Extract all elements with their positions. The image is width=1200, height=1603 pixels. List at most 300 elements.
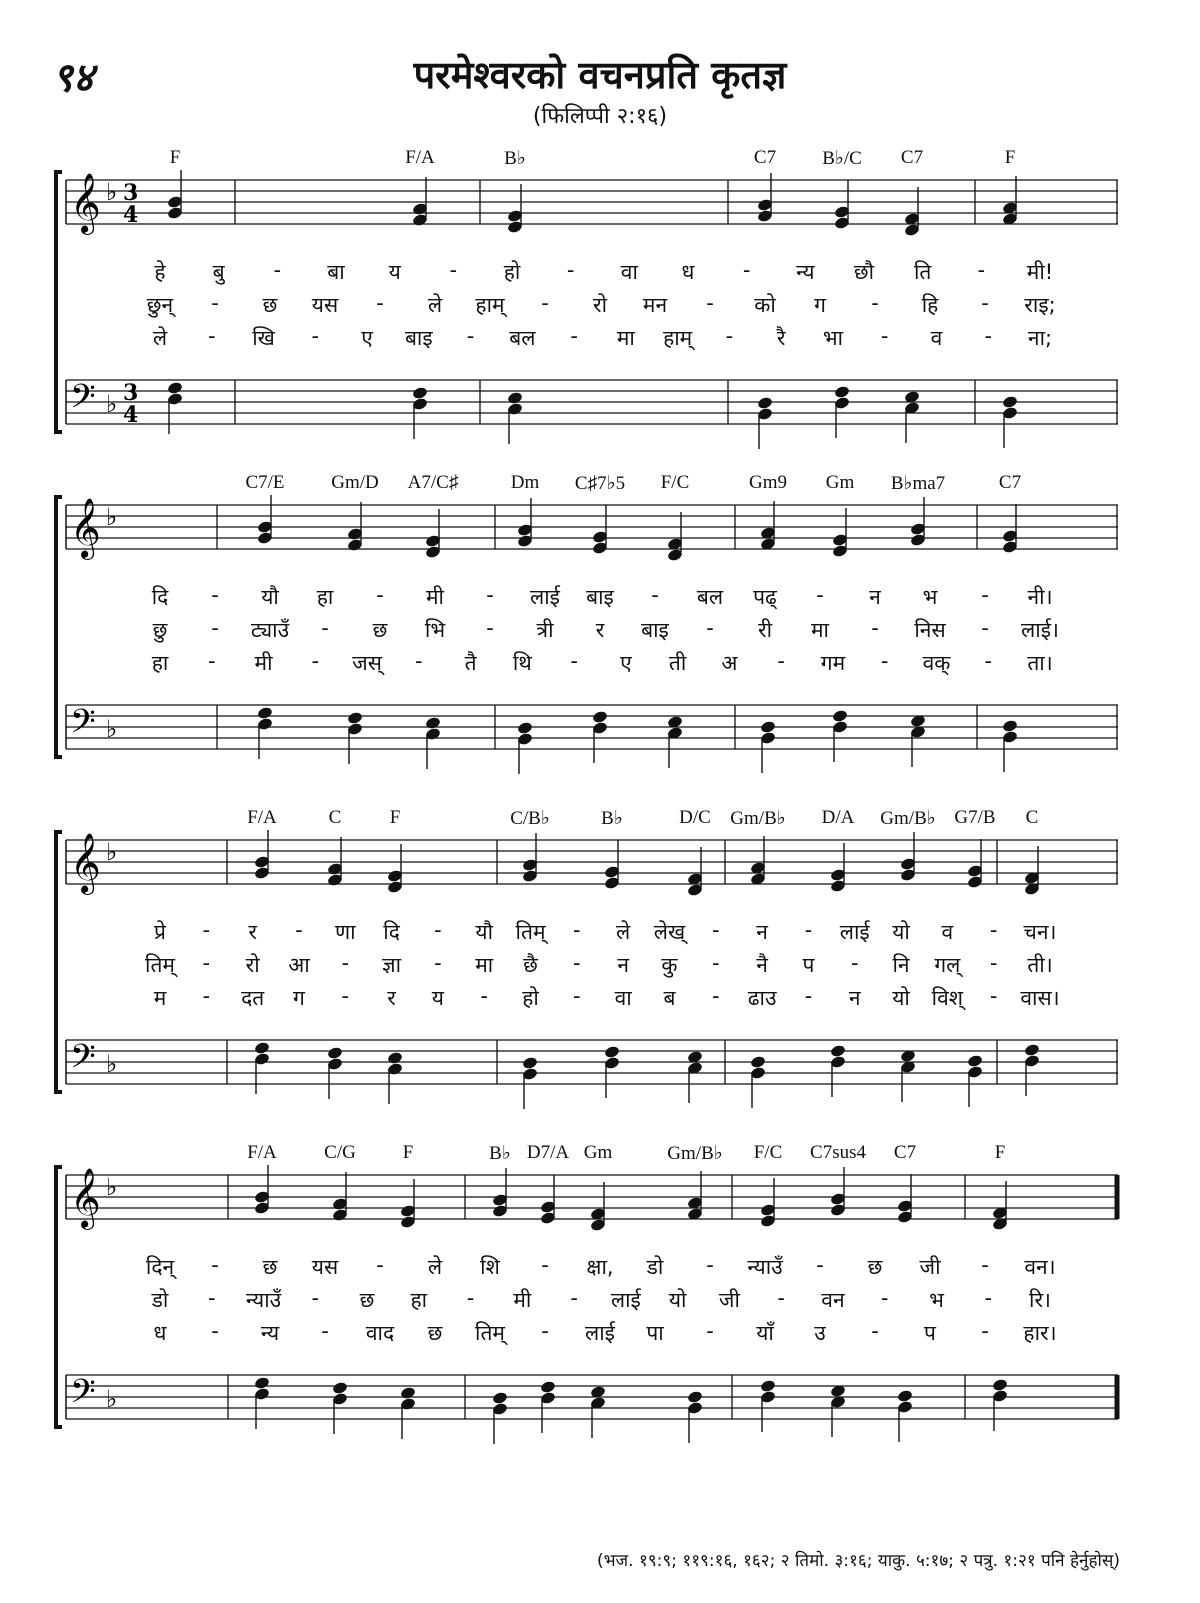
key-signature-flat: ♭ <box>106 178 118 206</box>
lyric-syllable: छ <box>867 1255 883 1279</box>
lyric-syllable: - <box>777 649 785 673</box>
chord-symbol: Gm9 <box>749 472 787 493</box>
lyric-syllable: णा <box>334 920 356 944</box>
lyric-syllable: लाई <box>839 920 870 944</box>
lyric-syllable: - <box>466 1286 475 1310</box>
chord-symbol: Gm/D <box>331 472 379 493</box>
lyric-syllable: ती <box>668 651 687 675</box>
notehead <box>592 710 609 724</box>
lyric-syllable: छ <box>262 1255 278 1279</box>
notehead <box>757 396 774 410</box>
lyric-syllable: छ <box>359 1288 375 1312</box>
chord-symbol: Gm/B♭ <box>730 808 786 829</box>
notehead <box>425 716 442 730</box>
lyric-syllable: हे <box>154 260 166 284</box>
lyric-syllable: यो <box>892 920 910 944</box>
lyric-syllable: छौ <box>853 260 875 284</box>
lyric-syllable: र <box>387 986 396 1010</box>
lyric-syllable: लाई <box>530 585 560 609</box>
lyric-syllable: - <box>449 258 458 282</box>
notehead <box>687 1390 704 1404</box>
lyric-syllable: हा <box>151 651 169 675</box>
lyric-syllable: ले <box>616 920 631 944</box>
lyric-syllable: यौ <box>475 920 494 944</box>
lyric-syllable: - <box>984 324 993 348</box>
lyric-syllable: यस <box>311 1255 339 1279</box>
lyric-syllable: - <box>573 951 581 975</box>
lyric-syllable: - <box>984 1286 993 1310</box>
lyric-syllable: य <box>388 260 401 284</box>
chord-symbol: Gm/B♭ <box>880 808 936 829</box>
lyric-syllable: - <box>880 649 889 673</box>
key-signature-flat: ♭ <box>106 503 118 531</box>
chord-symbol: C/B♭ <box>510 808 550 829</box>
lyric-syllable: दि <box>383 920 400 944</box>
notehead <box>327 1046 344 1060</box>
lyric-syllable: - <box>984 649 993 673</box>
lyric-syllable: - <box>486 616 494 640</box>
lyric-syllable: - <box>311 324 320 348</box>
notehead <box>967 1054 984 1068</box>
lyric-syllable: - <box>207 324 216 348</box>
notehead <box>540 1380 557 1394</box>
system-bracket <box>56 832 62 1092</box>
lyric-syllable: याँ <box>756 1321 774 1345</box>
lyric-syllable: वक् <box>922 651 951 675</box>
chord-symbol: A7/C♯ <box>407 472 459 493</box>
lyric-syllable: ता। <box>1027 651 1053 675</box>
chord-symbol: C7 <box>900 147 924 168</box>
treble-clef-icon: 𝄞 <box>70 1168 101 1228</box>
lyric-syllable: - <box>570 1286 578 1310</box>
system-bracket <box>56 497 62 757</box>
notehead <box>750 1055 767 1069</box>
lyric-syllable: न <box>617 953 629 977</box>
bass-clef-icon: 𝄢 <box>70 703 96 749</box>
lyric-syllable: डो <box>646 1255 664 1279</box>
lyric-syllable: - <box>566 258 575 282</box>
key-signature-flat: ♭ <box>106 715 118 743</box>
bass-clef-icon: 𝄢 <box>70 378 96 424</box>
notehead <box>257 706 274 720</box>
lyric-syllable: ग <box>293 986 305 1010</box>
lyric-syllable: व <box>930 326 943 350</box>
time-signature-numerator: 3 <box>123 380 139 406</box>
notehead <box>760 1379 777 1393</box>
lyric-syllable: र <box>595 618 605 642</box>
chord-symbol: B♭/C <box>822 148 862 169</box>
lyric-syllable: तै <box>464 651 477 675</box>
lyric-syllable: - <box>321 616 329 640</box>
chord-symbol: C7sus4 <box>810 1142 866 1163</box>
lyric-syllable: लाई <box>610 1288 641 1312</box>
system-bracket <box>56 172 62 432</box>
lyric-syllable: क्षा, <box>586 1255 614 1279</box>
lyric-syllable: - <box>202 951 211 975</box>
lyric-syllable: रै <box>776 326 786 350</box>
lyric-syllable: - <box>207 1286 216 1310</box>
lyric-syllable: - <box>880 324 889 348</box>
lyric-syllable: थि <box>512 651 532 675</box>
chord-symbol: F <box>1004 147 1016 168</box>
lyric-syllable: - <box>376 583 384 607</box>
lyric-syllable: मी! <box>1026 260 1054 284</box>
lyric-syllable: भ <box>922 585 938 609</box>
lyric-syllable: मन <box>642 293 668 317</box>
lyric-syllable: ग <box>814 293 826 317</box>
lyric-syllable: - <box>981 616 989 640</box>
lyric-syllable: विश् <box>931 986 964 1010</box>
lyric-syllable: - <box>376 291 384 315</box>
notehead <box>1002 395 1019 409</box>
chord-symbol: F <box>389 807 401 828</box>
lyric-syllable: - <box>981 1319 989 1343</box>
chord-symbol: C7 <box>753 147 777 168</box>
notehead <box>517 721 534 735</box>
lyric-syllable: दत <box>241 986 265 1010</box>
chord-symbol: C7/E <box>245 472 285 493</box>
notehead <box>332 1381 349 1395</box>
lyric-syllable: वा <box>614 986 632 1010</box>
lyric-syllable: यो <box>668 1288 687 1312</box>
notehead <box>604 1045 621 1059</box>
lyric-syllable: न <box>869 585 881 609</box>
notehead <box>992 1378 1009 1392</box>
chord-symbol: Dm <box>510 472 540 493</box>
lyric-syllable: ध <box>681 260 695 284</box>
hymn-title: परमेश्वरको वचनप्रति कृतज्ञ <box>413 52 787 97</box>
bass-clef-icon: 𝄢 <box>70 1373 96 1419</box>
lyric-syllable: अ <box>721 651 738 675</box>
chord-symbol: F <box>994 1142 1006 1163</box>
lyric-syllable: - <box>777 1286 785 1310</box>
chord-symbol: F <box>169 147 181 168</box>
time-signature-numerator: 3 <box>123 180 139 206</box>
lyric-syllable: तिम् <box>145 953 175 977</box>
lyric-syllable: पा <box>646 1321 664 1345</box>
lyric-syllable: - <box>651 583 659 607</box>
lyric-syllable: उ <box>814 1321 826 1345</box>
lyric-syllable: दिन् <box>145 1255 175 1279</box>
lyric-syllable: निस <box>914 618 946 642</box>
lyric-syllable: तिम् <box>475 1321 505 1345</box>
lyric-syllable: - <box>541 1253 549 1277</box>
lyric-syllable: न्य <box>260 1321 280 1345</box>
lyric-syllable: - <box>311 1286 320 1310</box>
key-signature-flat: ♭ <box>106 1050 118 1078</box>
lyric-syllable: - <box>211 583 219 607</box>
time-signature-denominator: 4 <box>123 202 139 228</box>
chord-symbol: Gm <box>583 1142 613 1163</box>
chord-symbol: D/C <box>679 807 711 828</box>
lyric-syllable: - <box>711 918 720 942</box>
lyric-syllable: हाम् <box>475 293 505 317</box>
lyric-syllable: ति <box>913 260 932 284</box>
time-signature-denominator: 4 <box>123 402 139 428</box>
notehead <box>387 1051 404 1065</box>
lyric-syllable: - <box>202 984 211 1008</box>
lyric-syllable: भि <box>424 618 446 642</box>
lyric-syllable: - <box>706 1253 714 1277</box>
lyric-syllable: - <box>273 258 282 282</box>
lyric-syllable: प्रे <box>154 920 166 944</box>
lyric-syllable: - <box>711 951 720 975</box>
notehead <box>522 1056 539 1070</box>
lyric-syllable: वास। <box>1020 986 1060 1010</box>
lyric-syllable: मी <box>426 585 444 609</box>
lyric-syllable: व <box>941 920 954 944</box>
lyric-syllable: बाइ <box>641 618 669 642</box>
bass-clef-icon: 𝄢 <box>70 1038 96 1084</box>
lyric-syllable: प <box>802 953 815 977</box>
notehead <box>897 1389 914 1403</box>
lyric-syllable: रो <box>592 293 608 317</box>
lyric-syllable: वाद <box>365 1321 395 1345</box>
lyric-syllable: बल <box>509 326 536 350</box>
lyric-syllable: - <box>541 1319 549 1343</box>
lyric-syllable: ती। <box>1027 953 1053 977</box>
chord-symbol: B♭ <box>489 1143 511 1164</box>
chord-symbol: C♯7♭5 <box>574 473 626 494</box>
chord-symbol: D7/A <box>526 1142 570 1163</box>
lyric-syllable: लाई <box>585 1321 615 1345</box>
system-bracket <box>56 1167 62 1427</box>
lyric-syllable: - <box>989 918 998 942</box>
notehead <box>830 1044 847 1058</box>
key-signature-flat: ♭ <box>106 1385 118 1413</box>
lyric-syllable: - <box>977 258 986 282</box>
lyric-syllable: म <box>153 986 167 1010</box>
lyric-syllable: हार। <box>1023 1321 1057 1345</box>
treble-clef-icon: 𝄞 <box>70 498 101 558</box>
chord-symbol: C/G <box>324 1142 356 1163</box>
lyric-syllable: जी <box>919 1255 941 1279</box>
lyric-syllable: आ <box>288 953 310 977</box>
key-signature-flat: ♭ <box>106 390 118 418</box>
lyric-syllable: मा <box>475 953 494 977</box>
lyric-syllable: - <box>486 583 494 607</box>
chord-symbol: C <box>1025 807 1039 828</box>
lyric-syllable: न <box>848 986 861 1010</box>
lyric-syllable: छै <box>523 953 538 977</box>
lyric-syllable: तिम् <box>515 920 546 944</box>
lyric-syllable: मा <box>616 326 635 350</box>
key-signature-flat: ♭ <box>106 1173 118 1201</box>
chord-symbol: F/C <box>660 472 690 493</box>
lyric-syllable: हाम् <box>663 326 693 350</box>
lyric-syllable: चन। <box>1023 920 1057 944</box>
staff-system-graphic <box>0 815 1200 1115</box>
lyric-syllable: - <box>706 616 714 640</box>
lyric-syllable: - <box>295 918 303 942</box>
lyric-syllable: - <box>850 951 859 975</box>
lyric-syllable: खि <box>252 326 275 350</box>
lyric-syllable: हि <box>921 293 939 317</box>
lyric-syllable: - <box>981 583 989 607</box>
treble-clef-icon: 𝄞 <box>70 173 101 233</box>
lyric-syllable: प <box>924 1321 936 1345</box>
lyric-syllable: - <box>871 291 879 315</box>
notehead <box>492 1391 509 1405</box>
lyric-syllable: ए <box>361 326 373 350</box>
chord-symbol: B♭ <box>504 148 526 169</box>
lyric-syllable: - <box>816 1253 824 1277</box>
lyric-syllable: वन। <box>1024 1255 1056 1279</box>
lyric-syllable: - <box>415 649 423 673</box>
lyric-syllable: यो <box>892 986 910 1010</box>
lyric-syllable: छ <box>372 618 388 642</box>
notehead <box>254 1376 271 1390</box>
lyric-syllable: - <box>725 324 734 348</box>
lyric-syllable: रि। <box>1029 1288 1051 1312</box>
notehead <box>167 381 184 395</box>
lyric-syllable: ध <box>153 1321 167 1345</box>
hymn-subtitle: (फिलिप्पी २:१६) <box>532 104 668 129</box>
lyric-syllable: त्री <box>536 618 554 642</box>
chord-symbol: F/A <box>247 807 277 828</box>
lyric-syllable: य <box>431 986 444 1010</box>
lyric-syllable: - <box>341 984 350 1008</box>
lyric-syllable: हा <box>316 585 334 609</box>
lyric-syllable: ले <box>152 326 168 350</box>
lyric-syllable: - <box>706 291 714 315</box>
lyric-syllable: - <box>480 984 488 1008</box>
lyric-syllable: - <box>434 951 442 975</box>
lyric-syllable: - <box>706 1319 714 1343</box>
lyric-syllable: - <box>202 918 211 942</box>
lyric-syllable: - <box>816 583 824 607</box>
lyric-syllable: - <box>573 984 581 1008</box>
lyric-syllable: बाइ <box>586 585 614 609</box>
chord-symbol: Gm/B♭ <box>667 1143 723 1164</box>
lyric-syllable: को <box>754 293 776 317</box>
notehead <box>832 709 849 723</box>
lyric-syllable: - <box>207 649 216 673</box>
lyric-syllable: न <box>756 920 768 944</box>
lyric-syllable: मी <box>513 1288 532 1312</box>
lyric-syllable: ब <box>663 986 676 1010</box>
lyric-syllable: - <box>311 649 320 673</box>
lyric-syllable: भ <box>929 1288 944 1312</box>
chord-symbol: C <box>328 807 342 828</box>
notehead <box>1002 719 1019 733</box>
key-signature-flat: ♭ <box>106 838 118 866</box>
lyric-syllable: - <box>211 291 219 315</box>
lyric-syllable: - <box>981 1253 989 1277</box>
notehead <box>507 391 524 405</box>
lyric-syllable: ज्ञा <box>382 953 402 977</box>
lyric-syllable: छ <box>427 1321 443 1345</box>
lyric-syllable: री <box>757 618 773 642</box>
lyric-syllable: - <box>570 324 578 348</box>
lyric-syllable: - <box>573 918 581 942</box>
lyric-syllable: भा <box>822 326 844 350</box>
lyric-syllable: न्याउँ <box>747 1255 783 1279</box>
chord-symbol: F/C <box>753 1142 783 1163</box>
lyric-syllable: शि <box>480 1255 500 1279</box>
hymn-number: ९४ <box>52 54 94 101</box>
lyric-syllable: पढ् <box>753 585 777 609</box>
lyric-syllable: ए <box>620 651 632 675</box>
lyric-syllable: बाइ <box>404 326 433 350</box>
scripture-references: (भज. १९:९; ११९:१६, १६२; २ तिमो. ३:१६; याकु. ५:१७; २ पत्रु. १:२१ पनि हेर्नुहोस्) <box>596 1551 1120 1571</box>
notehead <box>254 1041 271 1055</box>
lyric-syllable: - <box>541 291 549 315</box>
lyric-syllable: ले <box>427 1255 443 1279</box>
lyric-syllable: छ <box>262 293 278 317</box>
lyric-syllable: यौ <box>261 585 279 609</box>
lyric-syllable: नै <box>756 953 768 977</box>
lyric-syllable: मी <box>254 651 273 675</box>
lyric-syllable: र <box>248 920 257 944</box>
lyric-syllable: बा <box>327 260 345 284</box>
lyric-syllable: यस <box>311 293 339 317</box>
lyric-syllable: - <box>880 1286 889 1310</box>
staff-system-graphic <box>0 1150 1200 1450</box>
chord-symbol: D/A <box>821 807 855 828</box>
chord-symbol: C7 <box>893 1142 917 1163</box>
lyric-syllable: - <box>981 291 989 315</box>
lyric-syllable: जस् <box>352 651 382 675</box>
lyric-syllable: - <box>211 616 219 640</box>
lyric-syllable: - <box>341 951 350 975</box>
lyric-syllable: बल <box>696 585 724 609</box>
lyric-syllable: - <box>804 918 813 942</box>
lyric-syllable: जी <box>718 1288 740 1312</box>
chord-symbol: C7 <box>998 472 1022 493</box>
notehead <box>834 385 851 399</box>
lyric-syllable: बु <box>212 260 225 284</box>
lyric-syllable: - <box>570 649 578 673</box>
chord-symbol: F/A <box>247 1142 277 1163</box>
treble-clef-icon: 𝄞 <box>70 833 101 893</box>
chord-symbol: G7/B <box>954 807 996 828</box>
lyric-syllable: - <box>989 951 998 975</box>
lyric-syllable: राइ; <box>1024 293 1056 317</box>
lyric-syllable: - <box>211 1253 219 1277</box>
lyric-syllable: डो <box>151 1288 169 1312</box>
lyric-syllable: - <box>466 324 475 348</box>
lyric-syllable: दि <box>151 585 169 609</box>
lyric-syllable: रो <box>245 953 260 977</box>
chord-symbol: B♭ <box>601 808 623 829</box>
lyric-syllable: वन <box>821 1288 845 1312</box>
notehead <box>412 386 429 400</box>
lyric-syllable: ना; <box>1027 326 1053 350</box>
lyric-syllable: - <box>871 1319 879 1343</box>
chord-symbol: F <box>402 1142 414 1163</box>
lyric-syllable: - <box>742 258 751 282</box>
notehead <box>1024 1043 1041 1057</box>
notehead <box>347 711 364 725</box>
lyric-syllable: नी। <box>1027 585 1053 609</box>
lyric-syllable: गल् <box>934 953 961 977</box>
notehead <box>400 1386 417 1400</box>
lyric-syllable: न्याउँ <box>245 1288 282 1312</box>
lyric-syllable: - <box>989 984 998 1008</box>
lyric-syllable: ले <box>427 293 443 317</box>
lyric-syllable: - <box>321 1319 329 1343</box>
lyric-syllable: - <box>804 984 813 1008</box>
lyric-syllable: हो <box>503 260 521 284</box>
chord-symbol: F/A <box>405 147 435 168</box>
chord-symbol: Gm <box>825 472 855 493</box>
lyric-syllable: - <box>376 1253 384 1277</box>
lyric-syllable: नि <box>892 953 910 977</box>
lyric-syllable: छु <box>152 618 168 642</box>
lyric-syllable: - <box>434 918 442 942</box>
chord-symbol: B♭ma7 <box>890 473 946 494</box>
